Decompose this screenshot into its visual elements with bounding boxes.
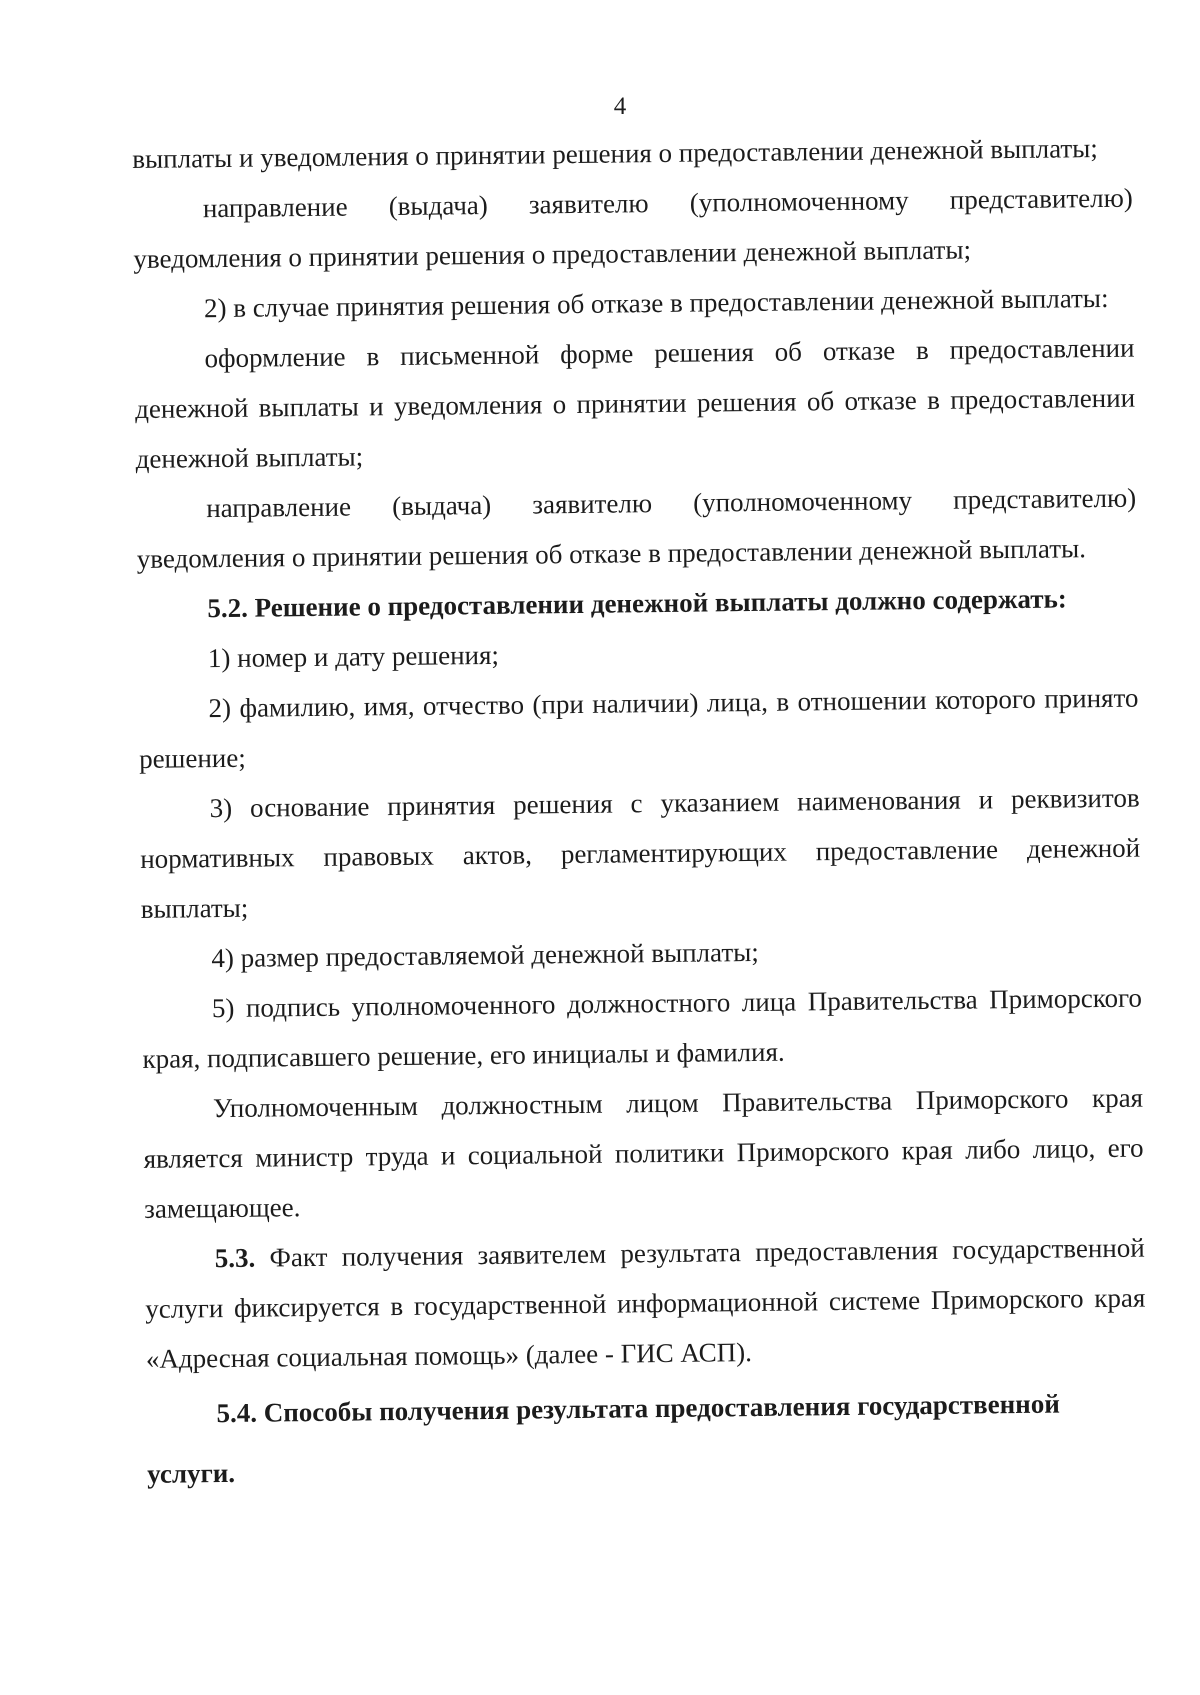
section-number-5-3: 5.3. — [214, 1242, 256, 1274]
section-5-3-text: Факт получения заявителем результата предоставления государственной услуги фиксируется в государственной информационной системе Приморского края «Адресная социальная помощь» (далее - ГИС АСП). — [145, 1232, 1146, 1374]
paragraph-refusal-case: 2) в случае принятия решения об отказе в предоставлении денежной выплаты: — [203, 282, 1109, 324]
list-item: 4) размер предоставляемой денежной выплаты; — [211, 936, 759, 974]
page-number: 4 — [613, 93, 627, 120]
list-item: 3) основание принятия решения с указанием наименования и реквизитов нормативных правовых актов, регламентирующих предоставление денежной выплаты; — [140, 782, 1141, 924]
section-heading-5-4: 5.4. Способы получения результата предоставления государственной услуги. — [147, 1388, 1060, 1489]
section-heading-5-2: 5.2. Решение о предоставлении денежной выплаты должно содержать: — [207, 583, 1067, 624]
document-body — [132, 123, 1147, 1504]
list-item: 2) фамилию, имя, отчество (при наличии) лица, в отношении которого принято решение; — [138, 682, 1139, 774]
paragraph-direction-notification: направление (выдача) заявителю (уполномоченному представителю) уведомления о принятии решения о предоставлении денежной выплаты; — [133, 182, 1133, 274]
paragraph-continuation: выплаты и уведомления о принятии решения о предоставлении денежной выплаты; — [132, 133, 1099, 174]
paragraph-refusal-form: оформление в письменной форме решения об отказе в предоставлении денежной выплаты и уведомления о принятии решения об отказе в предоставлении денежной выплаты; — [134, 332, 1136, 474]
list-item: 1) номер и дату решения; — [207, 639, 500, 674]
list-item: 5) подпись уполномоченного должностного лица Правительства Приморского края, подписавшего решение, его инициалы и фамилия. — [142, 982, 1143, 1074]
paragraph-refusal-notification: направление (выдача) заявителю (уполномоченному представителю) уведомления о принятии решения об отказе в предоставлении денежной выплаты. — [136, 482, 1137, 574]
paragraph-authorized-official: Уполномоченным должностным лицом Правительства Приморского края является министр труда и социальной политики Приморского края либо лицо, его замещающее. — [143, 1082, 1144, 1224]
section-5-3 — [144, 1223, 1146, 1384]
